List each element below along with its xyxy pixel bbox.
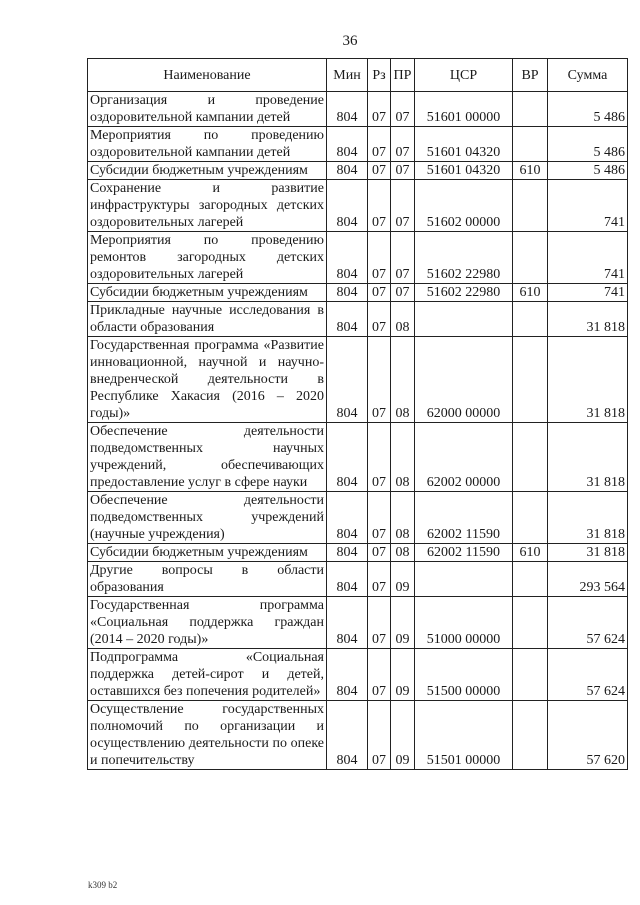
row-csr: 51601 04320 — [415, 127, 513, 162]
row-min: 804 — [327, 337, 368, 423]
row-csr: 62002 11590 — [415, 544, 513, 562]
table-row — [88, 701, 628, 770]
row-vr — [513, 127, 548, 162]
row-pr: 09 — [391, 701, 415, 770]
row-vr — [513, 649, 548, 701]
table-row — [88, 544, 628, 562]
row-min: 804 — [327, 597, 368, 649]
row-min: 804 — [327, 302, 368, 337]
row-vr — [513, 597, 548, 649]
row-name: Субсидии бюджетным учреждениям — [88, 162, 327, 180]
table-header-row — [88, 59, 628, 92]
row-vr — [513, 302, 548, 337]
row-name: Организация и проведение оздоровительной кампании детей — [88, 92, 327, 127]
row-vr — [513, 492, 548, 544]
row-csr: 62000 00000 — [415, 337, 513, 423]
row-csr — [415, 302, 513, 337]
row-csr: 51500 00000 — [415, 649, 513, 701]
row-rz: 07 — [368, 597, 391, 649]
row-rz: 07 — [368, 180, 391, 232]
column-header-rz: Рз — [368, 59, 391, 92]
row-name: Мероприятия по проведению оздоровительной кампании детей — [88, 127, 327, 162]
table-row — [88, 423, 628, 492]
row-csr: 51601 04320 — [415, 162, 513, 180]
row-csr: 51501 00000 — [415, 701, 513, 770]
row-pr: 07 — [391, 92, 415, 127]
row-sum: 31 818 — [548, 492, 628, 544]
row-pr: 09 — [391, 562, 415, 597]
row-sum: 5 486 — [548, 127, 628, 162]
row-min: 804 — [327, 162, 368, 180]
row-vr — [513, 232, 548, 284]
row-vr — [513, 180, 548, 232]
row-sum: 31 818 — [548, 423, 628, 492]
row-csr: 51602 22980 — [415, 232, 513, 284]
row-pr: 07 — [391, 232, 415, 284]
row-rz: 07 — [368, 127, 391, 162]
row-sum: 31 818 — [548, 337, 628, 423]
row-vr — [513, 701, 548, 770]
row-rz: 07 — [368, 92, 391, 127]
row-rz: 07 — [368, 649, 391, 701]
row-vr — [513, 337, 548, 423]
row-sum: 741 — [548, 284, 628, 302]
row-csr: 62002 11590 — [415, 492, 513, 544]
row-vr: 610 — [513, 284, 548, 302]
row-vr — [513, 92, 548, 127]
table-row — [88, 562, 628, 597]
row-rz: 07 — [368, 232, 391, 284]
table-row — [88, 337, 628, 423]
row-name: Государственная программа «Развитие инновационной, научной и научно-внедренческой деятельности в Республике Хакасия (2016 – 2020 годы)» — [88, 337, 327, 423]
row-name: Другие вопросы в области образования — [88, 562, 327, 597]
row-vr — [513, 423, 548, 492]
row-name: Субсидии бюджетным учреждениям — [88, 284, 327, 302]
row-sum: 293 564 — [548, 562, 628, 597]
row-pr: 07 — [391, 180, 415, 232]
row-min: 804 — [327, 127, 368, 162]
row-rz: 07 — [368, 337, 391, 423]
row-sum: 741 — [548, 232, 628, 284]
row-pr: 09 — [391, 597, 415, 649]
row-rz: 07 — [368, 562, 391, 597]
table-row — [88, 302, 628, 337]
column-header-csr: ЦСР — [415, 59, 513, 92]
column-header-sum: Сумма — [548, 59, 628, 92]
row-min: 804 — [327, 92, 368, 127]
row-vr: 610 — [513, 544, 548, 562]
row-rz: 07 — [368, 492, 391, 544]
row-min: 804 — [327, 562, 368, 597]
row-rz: 07 — [368, 701, 391, 770]
row-pr: 09 — [391, 649, 415, 701]
row-rz: 07 — [368, 423, 391, 492]
table-row — [88, 127, 628, 162]
row-pr: 08 — [391, 337, 415, 423]
table-row — [88, 162, 628, 180]
row-min: 804 — [327, 180, 368, 232]
row-name: Субсидии бюджетным учреждениям — [88, 544, 327, 562]
row-rz: 07 — [368, 544, 391, 562]
column-header-min: Мин — [327, 59, 368, 92]
column-header-vr: ВР — [513, 59, 548, 92]
row-sum: 5 486 — [548, 162, 628, 180]
page-number: 36 — [342, 33, 358, 49]
row-sum: 5 486 — [548, 92, 628, 127]
column-header-pr: ПР — [391, 59, 415, 92]
row-sum: 741 — [548, 180, 628, 232]
row-name: Обеспечение деятельности подведомственных научных учреждений, обеспечивающих предоставление услуг в сфере науки — [88, 423, 327, 492]
row-min: 804 — [327, 649, 368, 701]
row-pr: 08 — [391, 302, 415, 337]
row-pr: 07 — [391, 162, 415, 180]
row-sum: 31 818 — [548, 544, 628, 562]
row-pr: 08 — [391, 423, 415, 492]
row-vr — [513, 562, 548, 597]
row-min: 804 — [327, 492, 368, 544]
row-pr: 07 — [391, 127, 415, 162]
row-min: 804 — [327, 232, 368, 284]
row-sum: 57 620 — [548, 701, 628, 770]
table-row — [88, 597, 628, 649]
row-name: Подпрограмма «Социальная поддержка детей-сирот и детей, оставшихся без попечения родителей» — [88, 649, 327, 701]
row-name: Мероприятия по проведению ремонтов загородных детских оздоровительных лагерей — [88, 232, 327, 284]
row-csr: 51000 00000 — [415, 597, 513, 649]
row-name: Сохранение и развитие инфраструктуры загородных детских оздоровительных лагерей — [88, 180, 327, 232]
row-name: Обеспечение деятельности подведомственных учреждений (научные учреждения) — [88, 492, 327, 544]
table-row — [88, 284, 628, 302]
row-csr — [415, 562, 513, 597]
footer-code: k309 b2 — [88, 880, 118, 890]
row-rz: 07 — [368, 302, 391, 337]
column-header-name: Наименование — [88, 59, 327, 92]
table-row — [88, 649, 628, 701]
table-row — [88, 92, 628, 127]
row-csr: 51602 00000 — [415, 180, 513, 232]
row-sum: 57 624 — [548, 649, 628, 701]
row-name: Осуществление государственных полномочий по организации и осуществлению деятельности по опеке и попечительству — [88, 701, 327, 770]
row-vr: 610 — [513, 162, 548, 180]
row-name: Прикладные научные исследования в области образования — [88, 302, 327, 337]
row-min: 804 — [327, 701, 368, 770]
row-min: 804 — [327, 544, 368, 562]
row-rz: 07 — [368, 162, 391, 180]
row-pr: 08 — [391, 492, 415, 544]
table-row — [88, 232, 628, 284]
row-name: Государственная программа «Социальная поддержка граждан (2014 – 2020 годы)» — [88, 597, 327, 649]
row-csr: 51602 22980 — [415, 284, 513, 302]
row-csr: 51601 00000 — [415, 92, 513, 127]
table-row — [88, 180, 628, 232]
row-min: 804 — [327, 284, 368, 302]
table-row — [88, 492, 628, 544]
row-rz: 07 — [368, 284, 391, 302]
row-sum: 57 624 — [548, 597, 628, 649]
row-csr: 62002 00000 — [415, 423, 513, 492]
row-sum: 31 818 — [548, 302, 628, 337]
row-min: 804 — [327, 423, 368, 492]
row-pr: 08 — [391, 544, 415, 562]
row-pr: 07 — [391, 284, 415, 302]
budget-table — [87, 58, 628, 770]
